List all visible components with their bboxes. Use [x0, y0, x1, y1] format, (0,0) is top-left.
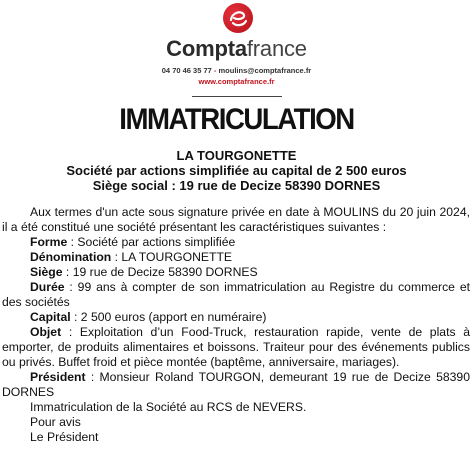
forme-value: : Société par actions simplifiée — [67, 235, 236, 249]
head-office: Siège social : 19 rue de Decize 58390 DORNES — [92, 178, 381, 193]
brand-light: france — [246, 36, 307, 61]
siege-line — [2, 265, 470, 280]
duree-line — [2, 280, 470, 310]
duree-value: : 99 ans à compter de son immatriculation au Registre du commerce et des sociétés — [2, 280, 470, 309]
denomination-line — [2, 250, 470, 265]
brand-bold: Compta — [166, 36, 247, 61]
brand-name — [0, 36, 473, 62]
website-link[interactable]: www.comptafrance.fr — [198, 77, 275, 86]
forme-line — [2, 235, 470, 250]
president-value: : Monsieur Roland TOURGON, demeurant 19 rue de Decize 58390 DORNES — [2, 370, 470, 399]
president-line — [2, 370, 470, 400]
header-divider — [192, 96, 282, 97]
closing-pour-avis: Pour avis — [30, 415, 81, 429]
capital-value: : 2 500 euros (apport en numéraire) — [70, 310, 267, 324]
email-address: moulins@comptafrance.fr — [218, 66, 312, 75]
notice-body — [2, 205, 470, 445]
contact-separator: - — [211, 66, 219, 75]
contact-line — [0, 66, 473, 75]
denomination-value: : LA TOURGONETTE — [111, 250, 233, 264]
company-name: LA TOURGONETTE — [176, 148, 297, 163]
objet-line — [2, 325, 470, 370]
logo-swirl-icon — [223, 3, 253, 33]
company-type: Société par actions simplifiée au capital de 2 500 euros — [66, 163, 407, 178]
registration-line: Immatriculation de la Société au RCS de NEVERS. — [30, 400, 307, 414]
objet-value: : Exploitation d’un Food-Truck, restauration rapide, vente de plats à emporter, de produits alimentaires et boissons. Traiteur pour des événements publics ou privés. Buffet froid et pièce montée (baptême, anniversaire, mariages). — [2, 325, 470, 369]
president-label: Président — [30, 370, 86, 384]
intro-paragraph: Aux termes d'un acte sous signature privée en date à MOULINS du 20 juin 2024, il a été constitué une société présentant les caractéristiques suivantes : — [2, 205, 470, 234]
siege-value: : 19 rue de Decize 58390 DORNES — [62, 265, 258, 279]
objet-label: Objet — [30, 325, 62, 339]
siege-label: Siège — [30, 265, 63, 279]
comptafrance-logo-icon — [223, 3, 253, 33]
closing-president: Le Président — [30, 430, 99, 444]
phone-number: 04 70 46 35 77 — [161, 66, 212, 75]
header — [0, 0, 473, 100]
denomination-label: Dénomination — [30, 250, 112, 264]
forme-label: Forme — [30, 235, 68, 249]
duree-label: Durée — [30, 280, 65, 294]
capital-label: Capital — [30, 310, 71, 324]
capital-line — [2, 310, 470, 325]
notice-title: IMMATRICULATION — [119, 103, 354, 136]
